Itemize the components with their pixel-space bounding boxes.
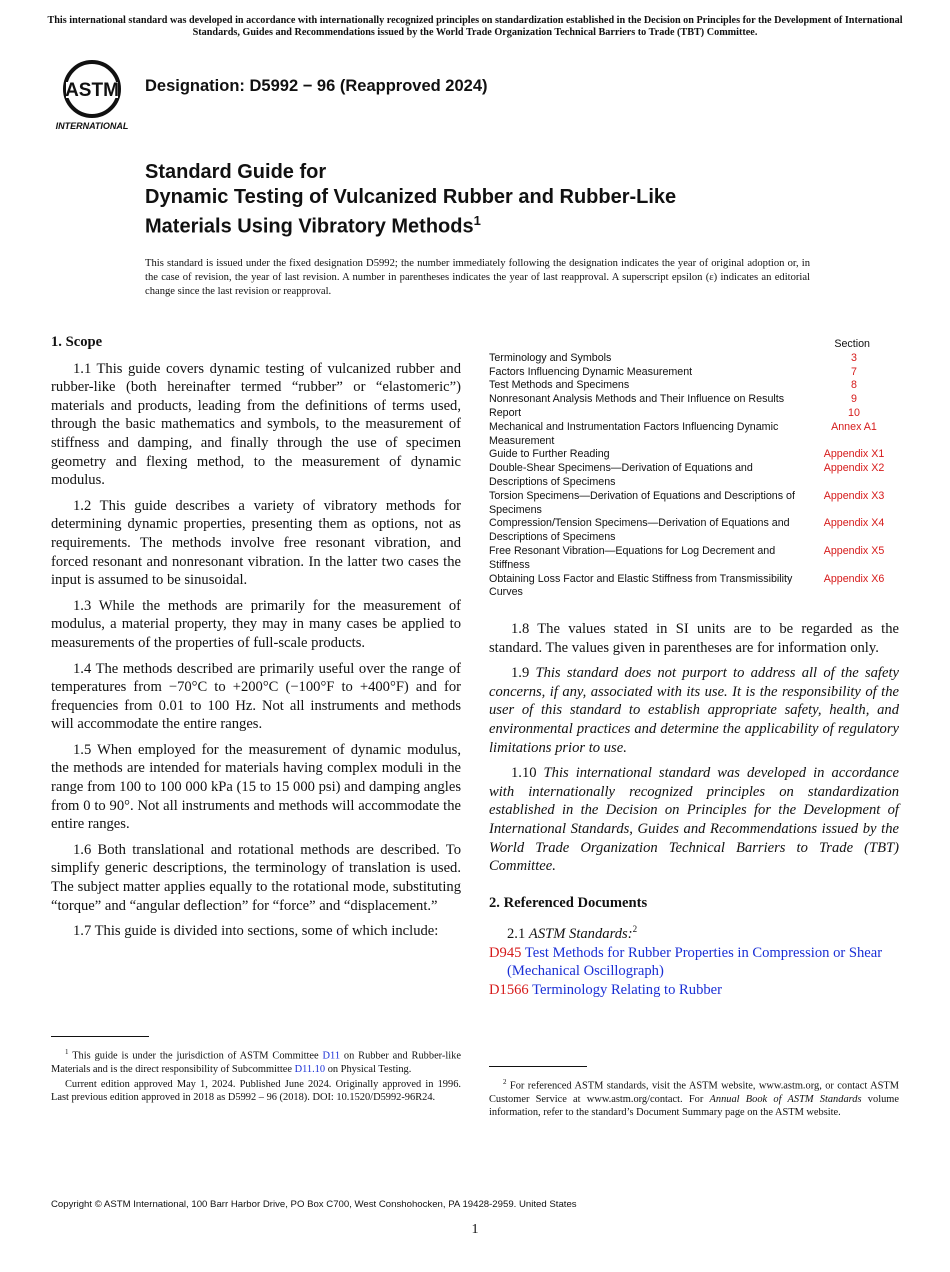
toc-label: Guide to Further Reading — [489, 448, 610, 461]
toc-label: Test Methods and Specimens — [489, 379, 630, 392]
toc-section-link[interactable]: 10 — [848, 406, 860, 419]
footnote-1-mark: 1 — [65, 1048, 69, 1056]
referenced-heading: 2. Referenced Documents — [489, 894, 648, 911]
toc-section-link[interactable]: Appendix X1 — [823, 448, 885, 461]
toc-section-link[interactable]: Appendix X3 — [823, 489, 885, 502]
toc-label: Report — [489, 406, 522, 419]
astm-logo-mark — [52, 56, 136, 130]
scope-p9-number: 1.9 — [511, 665, 530, 682]
footnote-rule-left — [51, 1036, 149, 1037]
scope-p4: 1.4 The methods described are primarily useful over the range of temperatures from −70°C to +200°C (−100°F to +400°F) and for frequencies from 0.01 to 100 Hz. Not all instruments and methods will accommodate the entire ranges. — [51, 660, 461, 733]
footnote-2-mark: 2 — [503, 1078, 507, 1086]
toc-section-link[interactable]: Appendix X2 — [823, 462, 885, 475]
scope-p1: 1.1 This guide covers dynamic testing of vulcanized rubber and rubber-like (both hereinafter termed “rubber” or “elastomeric”) materials and products, leading from the definitions of terms used, through the basic mathematics and symbols, to the measurement of stiffness and damping, and finally through the use of specimen geometry and flexing method, to the measurement of dynamic modulus. — [51, 360, 461, 489]
toc-row — [489, 490, 899, 518]
subcommittee-link[interactable]: D11.10 — [294, 1063, 326, 1075]
scope-p8: 1.8 The values stated in SI units are to be regarded as the standard. The values given in parentheses are for information only. — [489, 621, 899, 656]
reference-code[interactable]: D1566 — [489, 981, 529, 998]
toc-row — [489, 448, 899, 462]
toc-row — [489, 462, 899, 490]
toc-section-link[interactable]: Annex A1 — [831, 420, 877, 433]
scope-p9-text: This standard does not purport to address all of the safety concerns, if any, associated with its use. It is the responsibility of the user of this standard to establish appropriate safety, health, and environmental practices and determine the applicability of regulatory limitations prior to use. — [489, 665, 899, 756]
logo-caption: INTERNATIONAL — [55, 121, 129, 130]
title-line-1: Standard Guide for — [145, 161, 327, 183]
left-column — [51, 333, 461, 948]
toc-section-link[interactable]: Appendix X5 — [823, 544, 885, 557]
toc-section-link[interactable]: Appendix X4 — [823, 517, 885, 530]
toc-section-link[interactable]: Appendix X6 — [823, 572, 885, 585]
footnote-1-text-a: This guide is under the jurisdiction of ASTM Committee — [72, 1050, 319, 1062]
toc-row — [489, 407, 899, 421]
issued-note: This standard is issued under the fixed designation D5992; the number immediately following the designation indicates the year of original adoption or, in the case of revision, the year of last revision. A number in parentheses indicates the year of last reapproval. A superscript epsilon (ε) indicates an editorial change since the last revision or reapproval. — [145, 258, 810, 297]
toc-label: Double-Shear Specimens—Derivation of Equations and Descriptions of Specimens — [489, 462, 753, 488]
document-title — [145, 160, 845, 239]
toc-label: Free Resonant Vibration—Equations for Log Decrement and Stiffness — [489, 544, 776, 571]
footnote-1-p2: Current edition approved May 1, 2024. Published June 2024. Originally approved in 1996. Last previous edition approved in 2018 as D5992 – 96 (2018). DOI: 10.1520/D5992-96R24. — [51, 1078, 461, 1104]
reference-d1566[interactable] — [489, 981, 899, 1000]
toc-row — [489, 545, 899, 573]
footnote-2-p1 — [489, 1076, 899, 1119]
page-number: 1 — [471, 1222, 479, 1237]
toc-section-link[interactable]: 8 — [851, 379, 857, 392]
scope-heading: 1. Scope — [51, 334, 103, 350]
scope-p9 — [489, 664, 899, 757]
toc-label: Torsion Specimens—Derivation of Equations and Descriptions of Specimens — [489, 489, 795, 516]
designation: Designation: D5992 − 96 (Reapproved 2024) — [145, 77, 488, 95]
section-table — [489, 338, 899, 600]
scope-p3: 1.3 While the methods are primarily for the measurement of modulus, a material property, they may in many cases be applied to measurements of the properties of full-scale products. — [51, 597, 461, 651]
footnote-2-text-a: For referenced ASTM standards, visit the ASTM website, www.astm.org, or contact ASTM Customer Service at www.astm.org/contact. For — [489, 1080, 899, 1105]
title-line-3: Materials Using Vibratory Methods — [145, 215, 474, 238]
scope-p2: 1.2 This guide describes a variety of vibratory methods for determining dynamic properties, presenting them as options, not as requirements. The methods involve free resonant vibration, and forced resonant and nonresonant vibration. In the latter two cases the input is assumed to be sinusoidal. — [51, 497, 461, 589]
toc-label: Mechanical and Instrumentation Factors Influencing Dynamic Measurement — [489, 420, 779, 447]
toc-label: Terminology and Symbols — [489, 351, 612, 364]
referenced-list — [489, 920, 899, 999]
sub-label: ASTM Standards: — [528, 926, 633, 943]
toc-row — [489, 366, 899, 380]
reference-title[interactable]: Terminology Relating to Rubber — [532, 981, 723, 998]
section-table-header: Section — [834, 338, 870, 350]
toc-section-link[interactable]: 9 — [851, 393, 857, 406]
title-footnote-mark: 1 — [473, 213, 481, 228]
toc-label: Obtaining Loss Factor and Elastic Stiffness from Transmissibility Curves — [489, 572, 793, 599]
logo-text: ASTM — [65, 80, 119, 101]
toc-row — [489, 421, 899, 449]
toc-section-link[interactable]: 3 — [851, 351, 857, 364]
scope-p7: 1.7 This guide is divided into sections, some of which include: — [73, 923, 439, 940]
scope-p10 — [489, 764, 899, 876]
footnote-1-p1 — [51, 1046, 461, 1076]
top-note: This international standard was developed in accordance with internationally recognized principles on standardization established in the Decision on Principles for the Development of International Standards, Guides and Recommendations issued by the World Trade Organization Technical Barriers to Trade (TBT) Committee. — [47, 15, 903, 38]
scope-p5: 1.5 When employed for the measurement of dynamic modulus, the methods are intended for materials having complex moduli in the range from 100 to 100 000 kPa (15 to 15 000 psi) and damping angles from 0 to 90°. Not all instruments and methods will accommodate the entire ranges. — [51, 741, 461, 833]
reference-code[interactable]: D945 — [489, 944, 522, 961]
scope-p10-text: This international standard was developed in accordance with internationally recognized principles on standardization established in the Decision on Principles for the Development of International Standards, Guides and Recommendations issued by the World Trade Organization Technical Barriers to Trade (TBT) Committee. — [489, 765, 899, 875]
footnote-1-text-c: on Physical Testing. — [327, 1063, 412, 1075]
scope-p10-number: 1.10 — [511, 765, 537, 782]
sub-number: 2.1 — [507, 926, 526, 943]
footnote-2 — [489, 1076, 899, 1121]
sub-footnote-mark: 2 — [632, 924, 638, 935]
reference-title[interactable]: Test Methods for Rubber Properties in Compression or Shear (Mechanical Oscillograph) — [507, 944, 883, 980]
toc-label: Nonresonant Analysis Methods and Their Influence on Results — [489, 393, 785, 406]
toc-row — [489, 379, 899, 393]
toc-row — [489, 573, 899, 601]
toc-row — [489, 393, 899, 407]
footnote-1-text-b: on Rubber and Rubber-like Materials and is the direct responsibility of Subcommittee — [51, 1050, 461, 1075]
toc-label: Factors Influencing Dynamic Measurement — [489, 365, 693, 378]
astm-standards-label — [489, 920, 899, 943]
toc-section-link[interactable]: 7 — [851, 365, 857, 378]
reference-d945[interactable] — [489, 944, 899, 981]
astm-logo — [52, 56, 136, 130]
right-column — [489, 620, 899, 1000]
toc-row — [489, 352, 899, 366]
scope-p6: 1.6 Both translational and rotational methods are described. To simplify generic descriptions, the terminology of translation is used. The subject matter applies equally to the rotational mode, substituting “torque” and “angular deflection” for “force” and “displacement.” — [51, 841, 461, 914]
footnote-2-italic: Annual Book of ASTM Standards — [709, 1093, 862, 1105]
footnote-2-text-b: volume information, refer to the standard’s Document Summary page on the ASTM website. — [489, 1093, 899, 1118]
copyright: Copyright © ASTM International, 100 Barr Harbor Drive, PO Box C700, West Conshohocken, PA 19428-2959. United States — [51, 1199, 577, 1210]
toc-label: Compression/Tension Specimens—Derivation of Equations and Descriptions of Specimens — [489, 517, 790, 544]
footnote-rule-right — [489, 1066, 587, 1067]
toc-row — [489, 517, 899, 545]
footnote-1 — [51, 1046, 461, 1106]
title-line-2: Dynamic Testing of Vulcanized Rubber and Rubber-Like — [145, 185, 677, 208]
committee-link[interactable]: D11 — [322, 1050, 341, 1062]
